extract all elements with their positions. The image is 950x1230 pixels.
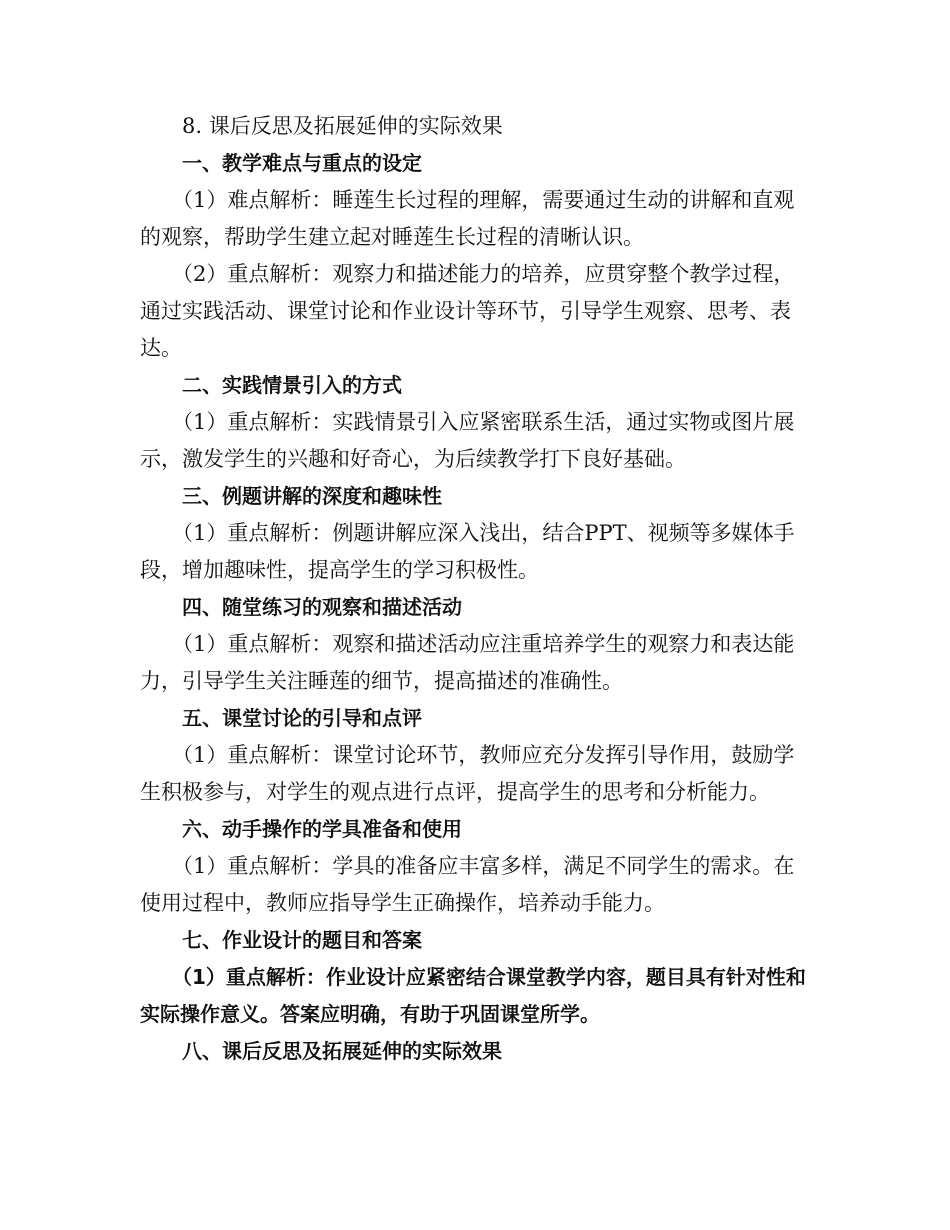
document-content: [140, 108, 812, 1070]
section-heading: 一、教学难点与重点的设定: [182, 151, 422, 175]
section-paragraph: （1）重点解析：作业设计应紧密结合课堂教学内容，题目具有针对性和实际操作意义。答案应明确，有助于巩固课堂所学。: [140, 965, 806, 1026]
section-paragraph: （1）重点解析：课堂讨论环节，教师应充分发挥引导作用，鼓励学生积极参与，对学生的观点进行点评，提高学生的思考和分析能力。: [140, 743, 795, 804]
section-heading: 五、课堂讨论的引导和点评: [182, 706, 422, 730]
section-paragraph: （2）重点解析：观察力和描述能力的培养，应贯穿整个教学过程，通过实践活动、课堂讨论和作业设计等环节，引导学生观察、思考、表达。: [140, 262, 795, 360]
section-heading: 四、随堂练习的观察和描述活动: [182, 595, 462, 619]
section-heading: 七、作业设计的题目和答案: [182, 928, 422, 952]
section-heading: 二、实践情景引入的方式: [182, 373, 402, 397]
section-paragraph: （1）难点解析：睡莲生长过程的理解，需要通过生动的讲解和直观的观察，帮助学生建立起对睡莲生长过程的清晰认识。: [140, 188, 795, 249]
section-paragraph: （1）重点解析：实践情景引入应紧密联系生活，通过实物或图片展示，激发学生的兴趣和好奇心，为后续教学打下良好基础。: [140, 410, 795, 471]
section-paragraph: （1）重点解析：例题讲解应深入浅出，结合PPT、视频等多媒体手段，增加趣味性，提高学生的学习积极性。: [140, 521, 795, 582]
section-heading: 六、动手操作的学具准备和使用: [182, 817, 462, 841]
section-paragraph: （1）重点解析：观察和描述活动应注重培养学生的观察力和表达能力，引导学生关注睡莲的细节，提高描述的准确性。: [140, 632, 795, 693]
section-heading: 八、课后反思及拓展延伸的实际效果: [182, 1039, 502, 1063]
section-heading: 三、例题讲解的深度和趣味性: [182, 484, 442, 508]
section-paragraph: （1）重点解析：学具的准备应丰富多样，满足不同学生的需求。在使用过程中，教师应指导学生正确操作，培养动手能力。: [140, 854, 795, 915]
top-heading: 8. 课后反思及拓展延伸的实际效果: [182, 114, 503, 138]
